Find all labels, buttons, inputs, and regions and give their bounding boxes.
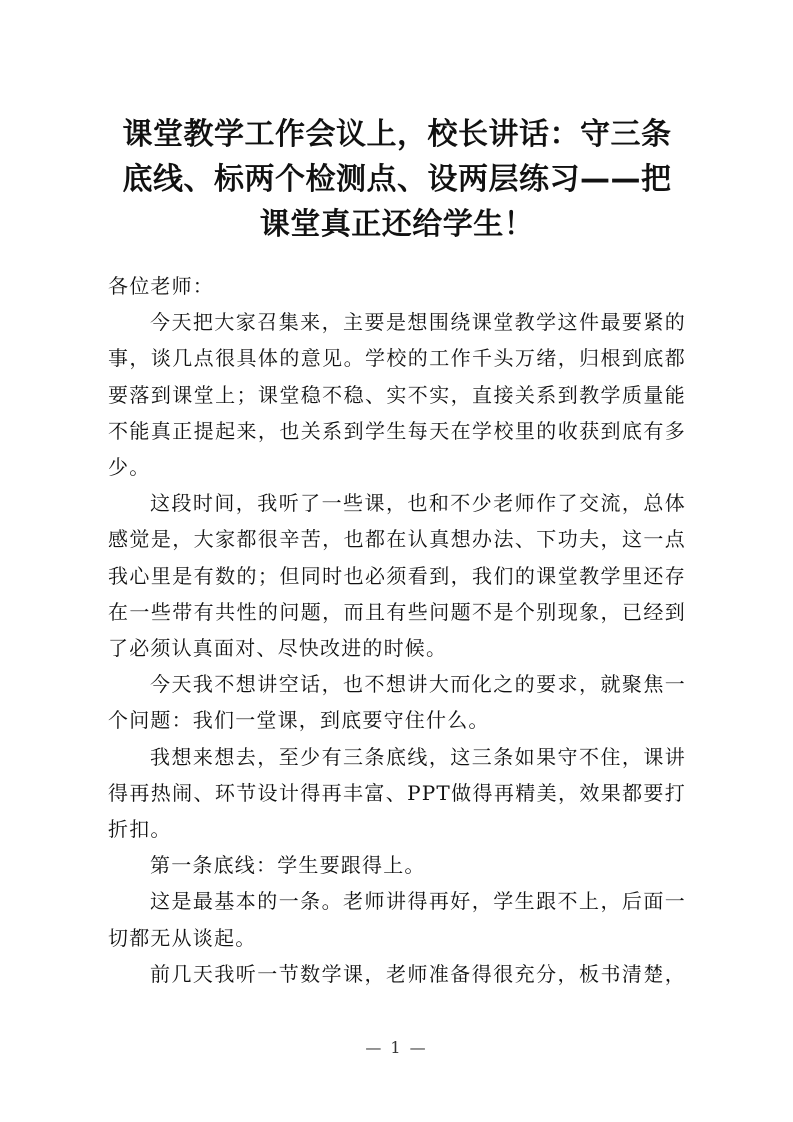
paragraph: 今天我不想讲空话，也不想讲大而化之的要求，就聚焦一个问题：我们一堂课，到底要守住什么。 [108, 672, 686, 733]
paragraph: 前几天我听一节数学课，老师准备得很充分，板书清楚， [150, 961, 686, 986]
paragraph: 今天把大家召集来，主要是想围绕课堂教学这件最要紧的事，谈几点很具体的意见。学校的工作千头万绪，归根到底都要落到课堂上；课堂稳不稳、实不实，直接关系到教学质量能不能真正提起来，也关系到学生每天在学校里的收获到底有多少。 [108, 310, 686, 480]
salutation: 各位老师： [108, 274, 214, 298]
paragraph: 这是最基本的一条。老师讲得再好，学生跟不上，后面一切都无从谈起。 [108, 889, 686, 950]
title-line: 底线、标两个检测点、设两层练习——把 [122, 162, 672, 197]
title-line: 课堂真正还给学生！ [259, 207, 535, 242]
paragraph: 第一条底线：学生要跟得上。 [150, 853, 426, 878]
document-body [108, 268, 686, 992]
paragraph: 这段时间，我听了一些课，也和不少老师作了交流，总体感觉是，大家都很辛苦，也都在认真想办法、下功夫，这一点我心里是有数的；但同时也必须看到，我们的课堂教学里还存在一些带有共性的问题，而且有些问题不是个别现象，已经到了必须认真面对、尽快改进的时候。 [108, 491, 686, 661]
paragraph: 我想来想去，至少有三条底线，这三条如果守不住，课讲得再热闹、环节设计得再丰富、PPT做得再精美，效果都要打折扣。 [108, 744, 686, 842]
page-number: — 1 — [365, 1038, 428, 1057]
title-line: 课堂教学工作会议上，校长讲话：守三条 [122, 117, 672, 152]
document-title [100, 112, 694, 247]
